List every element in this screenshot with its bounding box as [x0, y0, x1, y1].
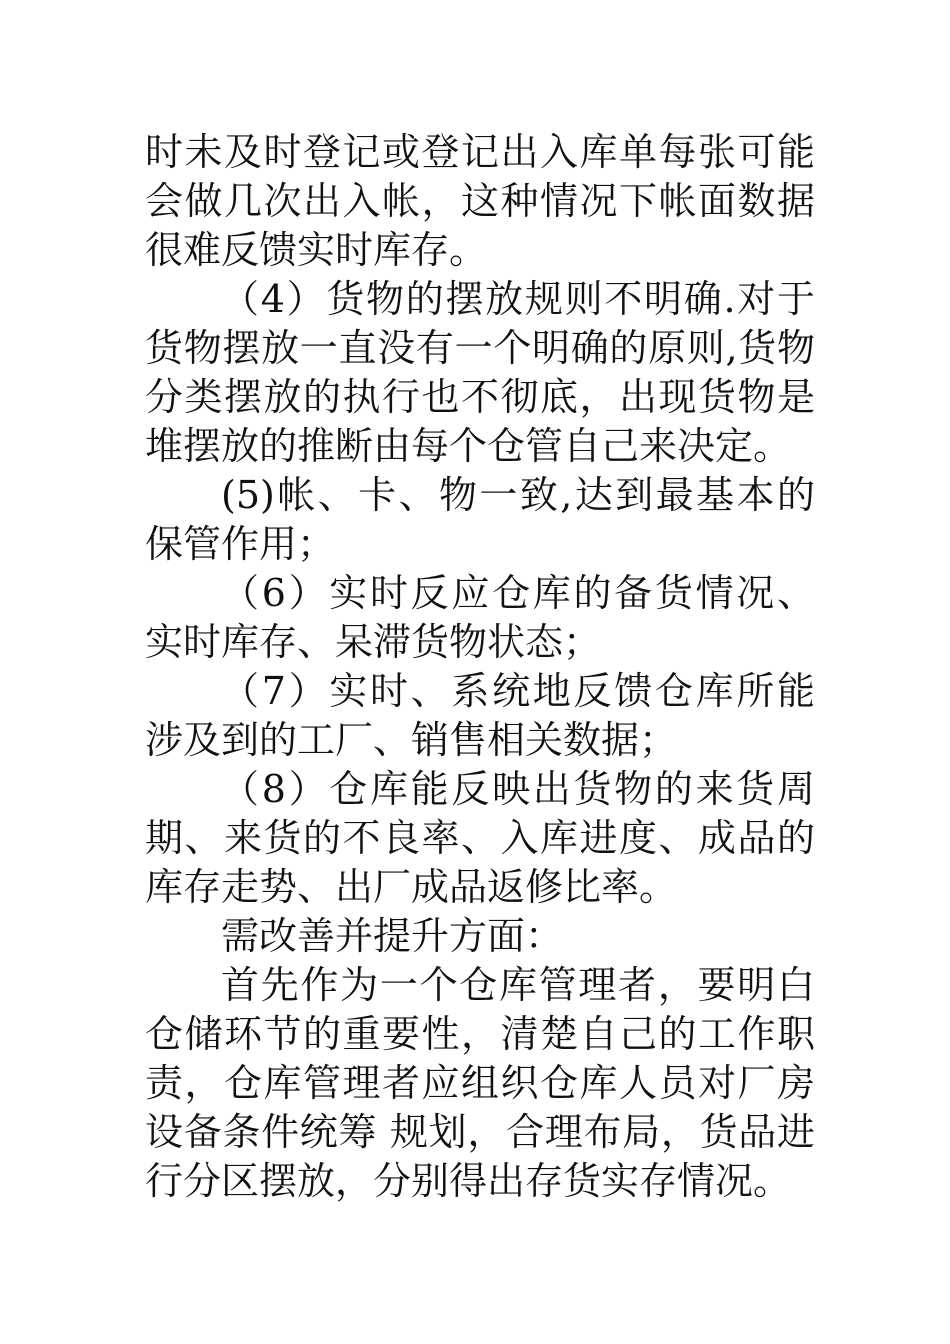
paragraph-item-4: （4）货物的摆放规则不明确.对于货物摆放一直没有一个明确的原则,货物分类摆放的执行也不彻底，出现货物是堆摆放的推断由每个仓管自己来决定。: [145, 277, 815, 468]
paragraph-item-6: （6）实时反应仓库的备货情况、实时库存、呆滞货物状态；: [145, 571, 815, 664]
paragraph-item-8: （8）仓库能反映出货物的来货周期、来货的不良率、入库进度、成品的库存走势、出厂成品返修比率。: [145, 767, 815, 909]
document-body: [145, 128, 815, 1206]
paragraph-item-7: （7）实时、系统地反馈仓库所能涉及到的工厂、销售相关数据；: [145, 669, 815, 762]
paragraph-improvement-body: 首先作为一个仓库管理者，要明白仓储环节的重要性，清楚自己的工作职责，仓库管理者应组织仓库人员对厂房设备条件统筹 规划，合理布局，货品进行分区摆放，分别得出存货实存情况。: [145, 963, 815, 1203]
paragraph-item-5: (5)帐、卡、物一致,达到最基本的保管作用；: [145, 473, 815, 566]
paragraph-continuation: 时未及时登记或登记出入库单每张可能会做几次出入帐，这种情况下帐面数据很难反馈实时库存。: [145, 130, 815, 272]
paragraph-improvement-heading: 需改善并提升方面：: [221, 914, 564, 958]
